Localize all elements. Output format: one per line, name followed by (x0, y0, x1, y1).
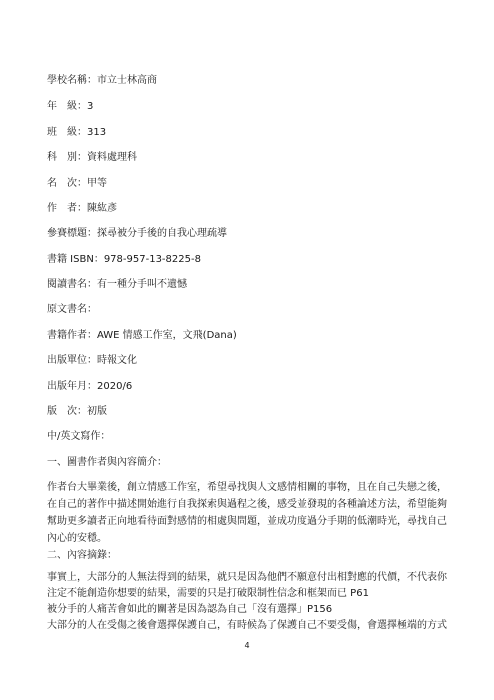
isbn-field: 書籍 ISBN：978-957-13-8225-8 (47, 254, 201, 265)
edition-field: 版 次：初版 (47, 406, 107, 417)
author-field: 作 者：陳紘彥 (47, 203, 117, 214)
book-title-field: 閱讀書名：有一種分手叫不遺憾 (47, 279, 187, 290)
school-name-field: 學校名稱：市立士林高商 (47, 75, 157, 86)
book-author-field: 書籍作者：AWE 情感工作室，文飛(Dana) (47, 330, 237, 341)
grade-field: 年 級：3 (47, 101, 94, 112)
class-field: 班 級：313 (47, 127, 107, 138)
department-field: 科 別：資料處理科 (47, 152, 137, 163)
original-title-field: 原文書名： (47, 304, 97, 315)
rank-field: 名 次：甲等 (47, 178, 107, 189)
publisher-field: 出版單位：時報文化 (47, 355, 137, 366)
publish-date-field: 出版年月：2020/6 (47, 381, 133, 392)
page-number: 4 (244, 641, 250, 650)
intro-paragraph: 作者台大畢業後，創立情感工作室，希望尋找與人文感情相關的事物，且在自己失戀之後， 在自己的著作中描述開始進行自我探索與過程之後，感受並發現的各種論述方法，希望能夠 幫助更多讀者正向地看待面對感情的相處與問題，並成功度過分手期的低潮時光，尋找自己 內心的安穩。 (47, 482, 447, 544)
writing-label: 中/英文寫作： (47, 431, 111, 442)
section2-heading: 二、內容摘錄： (47, 550, 117, 561)
section1-heading: 一、圖書作者與內容簡介： (47, 457, 167, 468)
entry-title-field: 參賽標題：探尋被分手後的自我心理疏導 (47, 228, 227, 239)
excerpt-paragraph: 事實上，大部分的人無法得到的結果，就只是因為他們不願意付出相對應的代價，不代表你 注定不能創造你想要的結果，需要的只是打破限制性信念和框架而已 P61 被分手的人痛苦會如此的關著是因為認為自己「沒有選擇」P156 大部分的人在受傷之後會選擇保護自己，有時候為了保護自己不要受傷，會選擇極端的方式 (47, 572, 447, 631)
